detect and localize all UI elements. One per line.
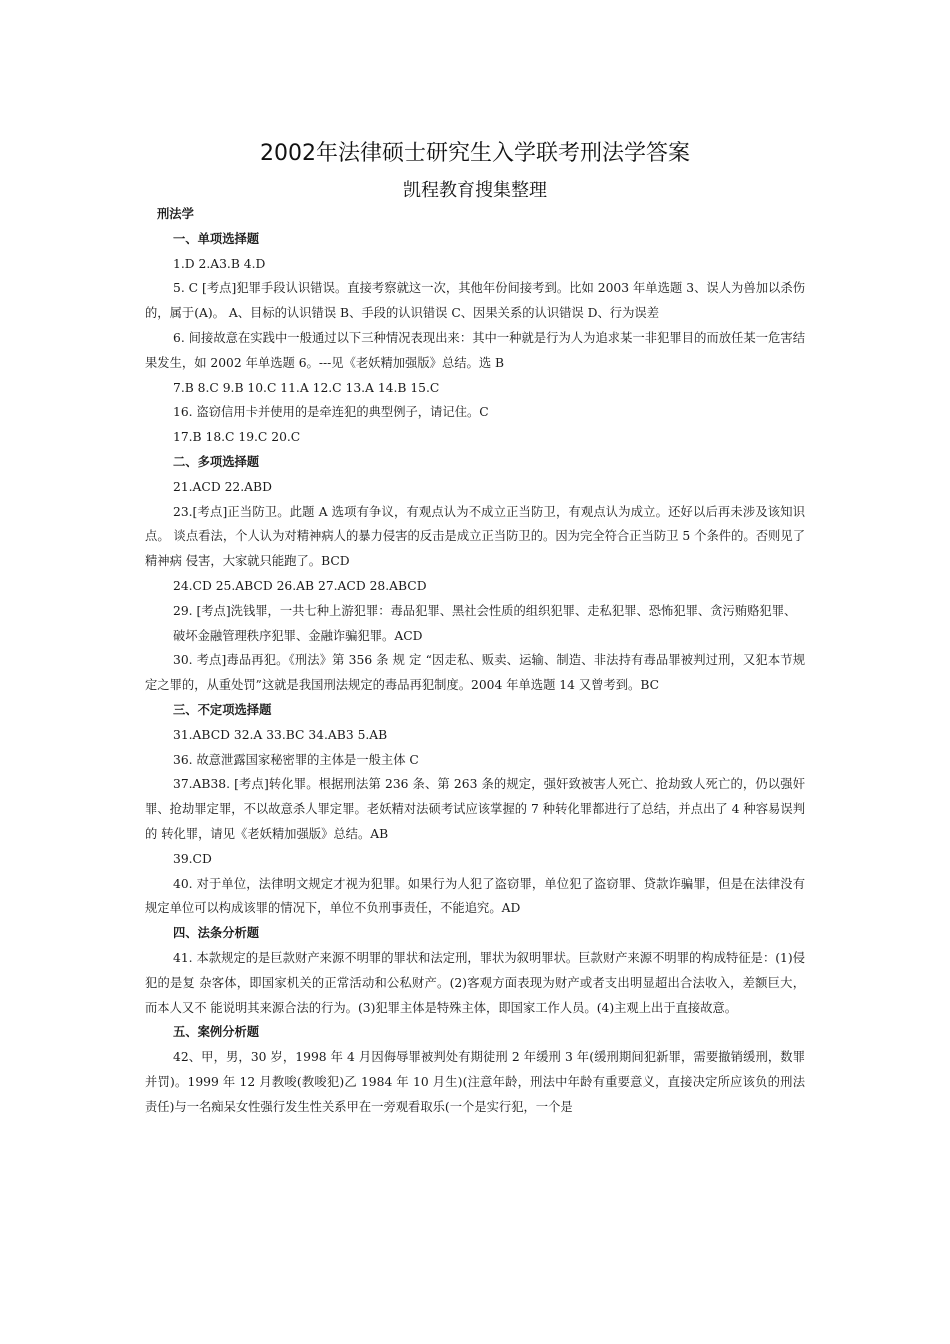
paragraph: 31.ABCD 32.A 33.BC 34.AB3 5.AB — [173, 727, 388, 742]
paragraph: 39.CD — [173, 851, 212, 866]
paragraph: 40. 对于单位，法律明文规定才视为犯罪。如果行为人犯了盗窃罪，单位犯了盗窃罪、贷款诈骗罪，但是在法律没有规定单位可以构成该罪的情况下，单位不负刑事责任，不能追究。AD — [145, 876, 805, 916]
page-title: 2002年法律硕士研究生入学联考刑法学答案 — [260, 141, 690, 166]
paragraph: 37.AB38. [考点]转化罪。根据刑法第 236 条、第 263 条的规定，强奸致被害人死亡、抢劫致人死亡的，仍以强奸 罪、抢劫罪定罪，不以故意杀人罪定罪。老妖精对法硕考试应该掌握的 7 种转化罪都进行了总结，并点出了 4 种容易误判的 转化罪，请见《老妖精加强版》总结。AB — [145, 777, 805, 841]
paragraph: 36. 故意泄露国家秘密罪的主体是一般主体 C — [173, 752, 419, 767]
section-heading-single-choice: 一、单项选择题 — [173, 231, 260, 246]
page-subtitle: 凯程教育搜集整理 — [403, 180, 547, 201]
paragraph: 6. 间接故意在实践中一般通过以下三种情况表现出来：其中一种就是行为人为追求某一非犯罪目的而放任某一危害结 果发生，如 2002 年单选题 6。---见《老妖精加强版》总结。选 B — [145, 330, 805, 370]
paragraph: 23.[考点]正当防卫。此题 A 选项有争议，有观点认为不成立正当防卫，有观点认为成立。还好以后再未涉及该知识点。 谈点看法，个人认为对精神病人的暴力侵害的反击是成立正当防卫的。因为完全符合正当防卫 5 个条件的。否则见了精神病 侵害，大家就只能跑了。BCD — [145, 504, 805, 569]
paragraph: 16. 盗窃信用卡并使用的是牵连犯的典型例子，请记住。C — [173, 405, 489, 420]
paragraph: 24.CD 25.ABCD 26.AB 27.ACD 28.ABCD — [173, 578, 427, 593]
section-heading-indefinite-choice: 三、不定项选择题 — [173, 702, 272, 717]
section-heading-statute-analysis: 四、法条分析题 — [173, 926, 260, 941]
paragraph: 破坏金融管理秩序犯罪、金融诈骗犯罪。ACD — [173, 628, 423, 643]
paragraph: 29. [考点]洗钱罪，一共七种上游犯罪：毒品犯罪、黑社会性质的组织犯罪、走私犯罪、恐怖犯罪、贪污贿赂犯罪、 — [173, 603, 797, 618]
paragraph: 17.B 18.C 19.C 20.C — [173, 430, 301, 445]
subject-heading: 刑法学 — [157, 207, 194, 221]
section-heading-multiple-choice: 二、多项选择题 — [173, 454, 260, 469]
paragraph: 21.ACD 22.ABD — [173, 479, 272, 494]
paragraph: 5. C [考点]犯罪手段认识错误。直接考察就这一次，其他年份间接考到。比如 2003 年单选题 3、误人为兽加以杀伤的，属于(A)。 A、目标的认识错误 B、手段的认识错误 C、因果关系的认识错误 D、行为误差 — [145, 281, 805, 321]
section-heading-case-analysis: 五、案例分析题 — [173, 1025, 260, 1040]
paragraph: 1.D 2.A3.B 4.D — [173, 256, 266, 271]
paragraph: 30. 考点]毒品再犯。《刑法》第 356 条 规 定 “因走私、贩卖、运输、制造、非法持有毒品罪被判过刑，又犯本节规定之罪的，从重处罚”这就是我国刑法规定的毒品再犯制度。2004 年单选题 14 又曾考到。BC — [145, 653, 805, 693]
paragraph: 41. 本款规定的是巨款财产来源不明罪的罪状和法定刑，罪状为叙明罪状。巨款财产来源不明罪的构成特征是：(1)侵犯的是复 杂客体，即国家机关的正常活动和公私财产。(2)客观方面表现为财产或者支出明显超出合法收入，差额巨大，而本人又不 能说明其来源合法的行为。(3)犯罪主体是特殊主体，即国家工作人员。(4)主观上出于直接故意。 — [145, 950, 805, 1015]
paragraph: 7.B 8.C 9.B 10.C 11.A 12.C 13.A 14.B 15.C — [173, 380, 440, 395]
paragraph: 42、甲，男，30 岁，1998 年 4 月因侮辱罪被判处有期徒刑 2 年缓刑 3 年(缓刑期间犯新罪，需要撤销缓刑，数罪并罚)。1999 年 12 月教唆(教唆犯)乙 1984 年 10 月生)(注意年龄，刑法中年龄有重要意义，直接决定所应该负的刑法责任)与一名痴呆女性强行发生性关系甲在一旁观看取乐(一个是实行犯，一个是 — [145, 1050, 805, 1114]
document-body — [145, 202, 805, 1119]
